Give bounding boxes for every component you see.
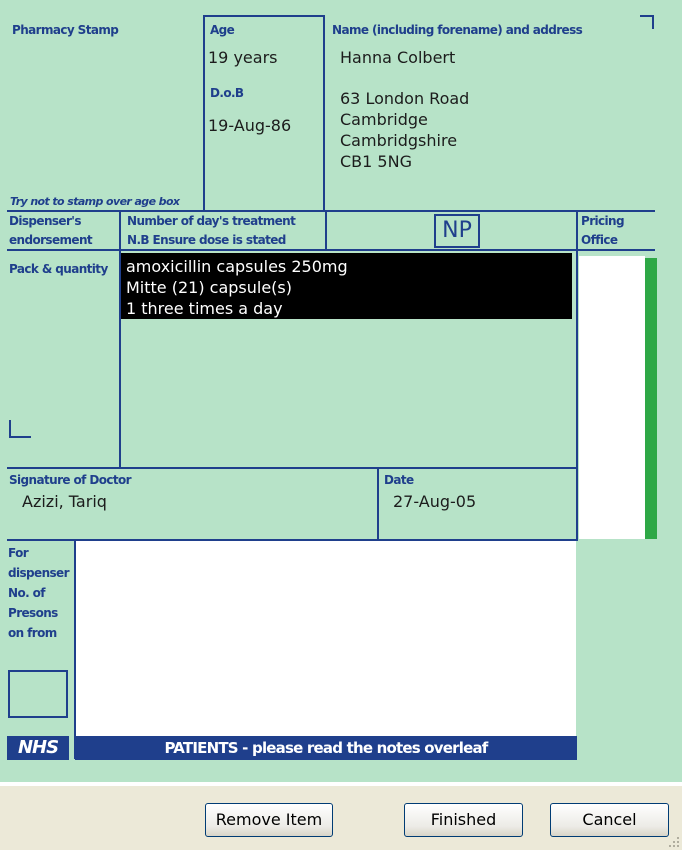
age-label: Age [210,23,235,37]
prescription-line: amoxicillin capsules 250mg [126,257,348,276]
label-line: on from [8,626,57,640]
address-line: Cambridgshire [340,131,458,150]
label-line: N.B Ensure dose is stated [127,233,286,247]
prescription-item-selected[interactable] [121,253,572,319]
divider [323,15,325,211]
cancel-button[interactable]: Cancel [550,803,669,837]
label-line: Pricing [581,214,624,228]
divider [325,210,327,250]
label-line: Presons [8,606,58,620]
nhs-logo: NHS [7,736,69,760]
label-line: dispenser [8,566,69,580]
pricing-office-label [581,212,624,250]
days-treatment-label [127,212,295,250]
address-line: 63 London Road [340,89,470,108]
divider [203,15,205,211]
prescription-line: Mitte (21) capsule(s) [126,278,292,297]
label-line: No. of [8,586,45,600]
prescription-line: 1 three times a day [126,299,283,318]
remove-item-button[interactable]: Remove Item [205,803,333,837]
name-address-label: Name (including forename) and address [332,23,583,37]
resize-grip-icon[interactable] [668,836,680,848]
signature-label: Signature of Doctor [9,473,131,487]
address-line: Cambridge [340,110,428,129]
for-dispenser-label [8,543,69,643]
divider [7,249,655,251]
pack-quantity-label: Pack & quantity [9,262,108,276]
doctor-name: Azizi, Tariq [22,492,107,511]
label-line: For [8,546,29,560]
stamp-note: Try not to stamp over age box [10,195,180,208]
divider [203,15,325,17]
date-label: Date [384,473,414,487]
dispenser-notes-area [76,541,576,736]
label-line: Number of day's treatment [127,214,296,228]
divider [7,210,655,212]
pricing-status-bar [645,258,657,539]
pricing-office-box [579,256,645,539]
dob-value: 19-Aug-86 [208,116,292,135]
presons-count-box [8,670,68,718]
divider [7,467,578,469]
corner-mark [9,420,31,438]
dob-label: D.o.B [210,86,244,100]
np-box[interactable]: NP [434,214,480,248]
age-value: 19 years [208,48,278,67]
label-line: endorsement [9,233,93,247]
pharmacy-stamp-label: Pharmacy Stamp [12,23,119,37]
patient-name: Hanna Colbert [340,48,456,67]
divider [377,467,379,540]
address-line: CB1 5NG [340,152,412,171]
corner-mark [640,15,654,29]
divider [576,210,578,540]
patients-notes-banner: PATIENTS - please read the notes overleaf [75,736,577,760]
date-value: 27-Aug-05 [393,492,477,511]
label-line: Dispenser's [9,214,81,228]
dispenser-endorsement-label [9,212,92,250]
finished-button[interactable]: Finished [404,803,523,837]
label-line: Office [581,233,618,247]
